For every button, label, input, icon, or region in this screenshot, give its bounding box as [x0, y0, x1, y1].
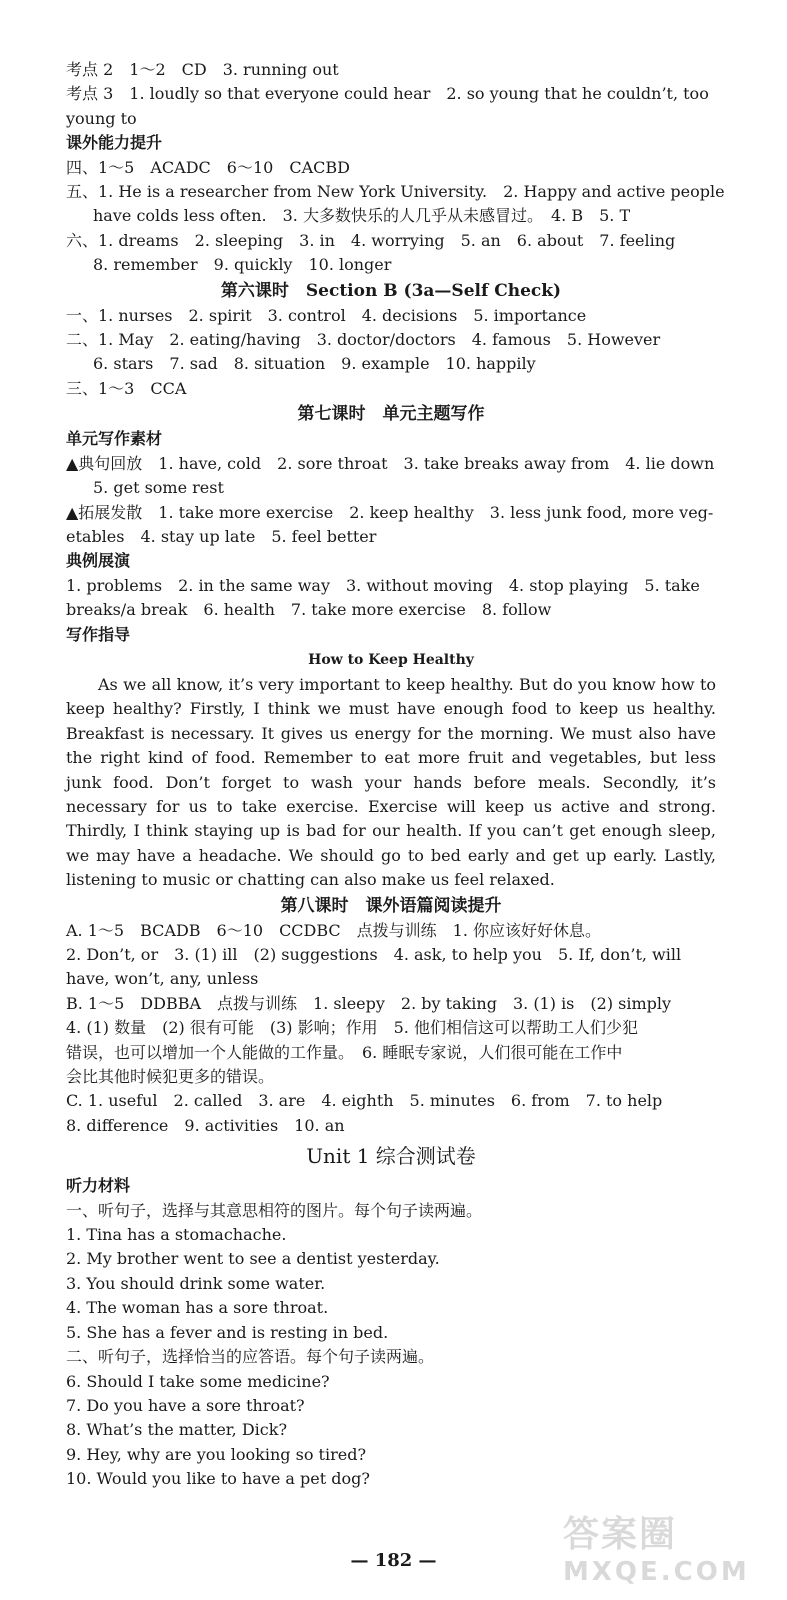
text-line: 4. (1) 数量 (2) 很有可能 (3) 影响；作用 5. 他们相信这可以帮助工人们少犯	[66, 1018, 638, 1038]
text-line: ▲拓展发散 1. take more exercise 2. keep healthy 3. less junk food, more veg-	[66, 502, 714, 522]
text-line: 一、听句子，选择与其意思相符的图片。每个句子读两遍。	[66, 1200, 483, 1220]
answer-page	[66, 58, 725, 1492]
watermark-top: 答案圈	[563, 1514, 678, 1555]
text-line: 五、1. He is a researcher from New York University. 2. Happy and active people	[66, 182, 725, 202]
text-line: 8. What’s the matter, Dick?	[66, 1420, 288, 1440]
lesson8-title: 第八课时 课外语篇阅读提升	[280, 895, 502, 916]
text-line: 错误，也可以增加一个人能做的工作量。 6. 睡眠专家说，人们很可能在工作中	[66, 1042, 623, 1062]
text-line: 会比其他时候犯更多的错误。	[66, 1067, 275, 1087]
text-line: 2. Don’t, or 3. (1) ill (2) suggestions 4. ask, to help you 5. If, don’t, will	[66, 945, 682, 964]
text-line: breaks/a break 6. health 7. take more exercise 8. follow	[66, 600, 552, 620]
text-line: 6. Should I take some medicine?	[66, 1371, 330, 1391]
material-heading: 单元写作素材	[66, 429, 163, 449]
text-line: 三、1～3 CCA	[66, 378, 187, 398]
text-line: 6. stars 7. sad 8. situation 9. example 10. happily	[93, 354, 536, 374]
watermark-bottom: MXQE.COM	[563, 1557, 750, 1587]
essay-title: How to Keep Healthy	[308, 651, 474, 668]
text-line: 二、听句子，选择恰当的应答语。每个句子读两遍。	[66, 1347, 435, 1367]
text-line: 8. remember 9. quickly 10. longer	[93, 255, 392, 275]
text-line: A. 1～5 BCADB 6～10 CCDBC 点拨与训练 1. 你应该好好休息。	[66, 920, 602, 940]
text-line: 5. She has a fever and is resting in bed.	[66, 1322, 389, 1342]
text-line: 一、1. nurses 2. spirit 3. control 4. decisions 5. importance	[66, 305, 587, 325]
text-line: young to	[66, 108, 137, 128]
unit-title: Unit 1 综合测试卷	[306, 1144, 476, 1169]
text-line: 7. Do you have a sore throat?	[66, 1395, 305, 1415]
text-line: 考点 2 1～2 CD 3. running out	[66, 60, 339, 79]
extra-heading: 课外能力提升	[66, 133, 163, 153]
text-line: 四、1～5 ACADC 6～10 CACBD	[66, 157, 350, 177]
text-line: 1. Tina has a stomachache.	[66, 1225, 287, 1245]
text-line: 5. get some rest	[93, 478, 224, 498]
listening-heading: 听力材料	[66, 1176, 131, 1196]
text-line: 二、1. May 2. eating/having 3. doctor/doctors 4. famous 5. However	[66, 330, 661, 350]
essay-body	[66, 673, 716, 893]
text-line: 10. Would you like to have a pet dog?	[66, 1469, 370, 1489]
text-line: 考点 3 1. loudly so that everyone could hear 2. so young that he couldn’t, too	[66, 84, 709, 104]
text-line: ▲典句回放 1. have, cold 2. sore throat 3. take breaks away from 4. lie down	[66, 453, 715, 473]
text-line: have, won’t, any, unless	[66, 969, 259, 989]
example-heading: 典例展演	[66, 551, 131, 571]
page-number: — 182 —	[350, 1550, 437, 1571]
text-line: B. 1～5 DDBBA 点拨与训练 1. sleepy 2. by taking 3. (1) is (2) simply	[66, 993, 672, 1013]
text-line: have colds less often. 3. 大多数快乐的人几乎从未感冒过。 4. B 5. T	[93, 206, 631, 226]
text-line: 8. difference 9. activities 10. an	[66, 1115, 345, 1135]
lesson6-title: 第六课时 Section B (3a—Self Check)	[220, 280, 562, 301]
guide-heading: 写作指导	[66, 624, 131, 644]
text-line: C. 1. useful 2. called 3. are 4. eighth 5. minutes 6. from 7. to help	[66, 1091, 663, 1111]
watermark-logo	[563, 1506, 773, 1592]
text-line: 六、1. dreams 2. sleeping 3. in 4. worrying 5. an 6. about 7. feeling	[66, 230, 676, 250]
essay-paragraph: As we all know, it’s very important to keep healthy. But do you know how to keep healthy? Firstly, I think we must have enough food to keep us healthy. Breakfast is necessary. It gives us energy for the morning. We must also have the right kind of food. Remember to eat more fruit and vegetables, but less junk food. Don’t forget to wash your hands before meals. Secondly, it’s necessary for us to take exercise. Exercise will keep us active and strong. Thirdly, I think staying up is bad for our health. If you can’t get enough sleep, we may have a headache. We should go to bed early and get up early. Lastly, listening to music or chatting can also make us feel relaxed.	[66, 674, 716, 890]
text-line: 9. Hey, why are you looking so tired?	[66, 1444, 367, 1464]
text-line: 4. The woman has a sore throat.	[66, 1298, 329, 1318]
text-line: 1. problems 2. in the same way 3. without moving 4. stop playing 5. take	[66, 575, 700, 595]
lesson7-title: 第七课时 单元主题写作	[297, 404, 485, 425]
text-line: 2. My brother went to see a dentist yesterday.	[66, 1249, 440, 1269]
text-line: 3. You should drink some water.	[66, 1273, 326, 1293]
text-line: etables 4. stay up late 5. feel better	[66, 526, 377, 546]
